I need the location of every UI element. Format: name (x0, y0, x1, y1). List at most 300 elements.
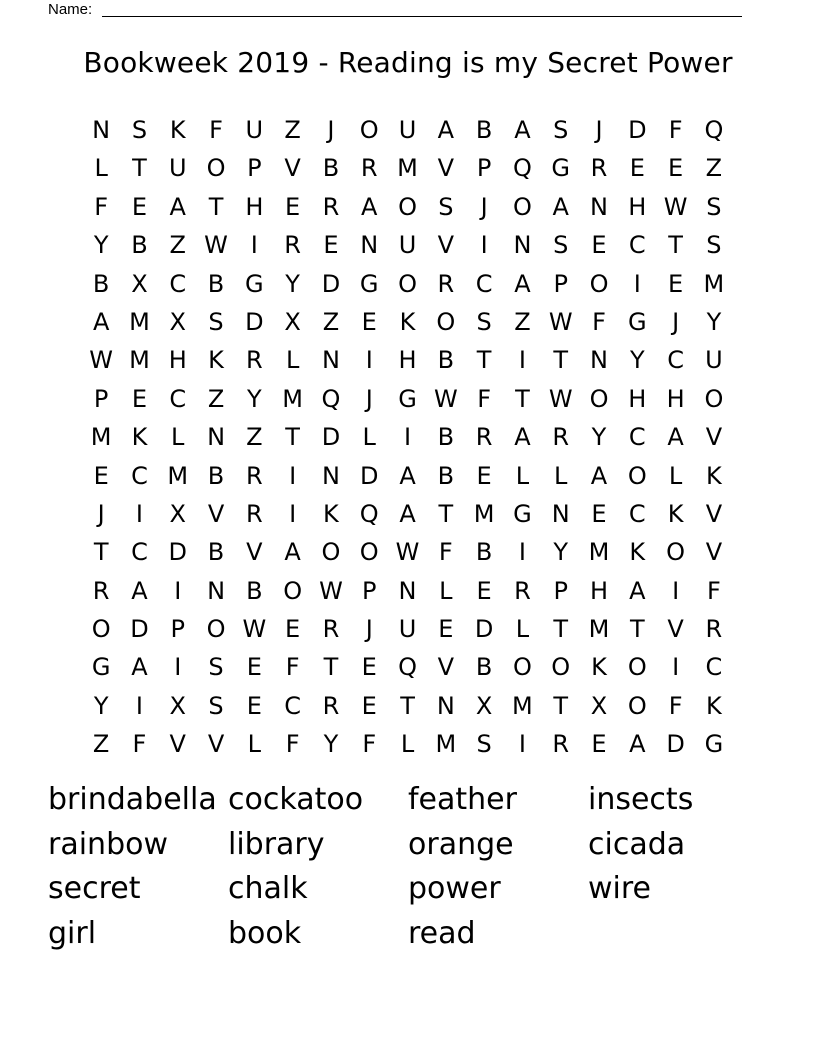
grid-letter: I (365, 346, 373, 375)
grid-letter: W (204, 231, 228, 260)
grid-letter: L (668, 461, 683, 490)
grid-letter: C (131, 538, 148, 567)
grid-letter: M (588, 615, 610, 644)
word-list-item: orange (408, 826, 514, 862)
word-list-item: insects (588, 782, 694, 817)
grid-letter: F (668, 691, 683, 720)
grid-letter: F (209, 116, 223, 144)
word-list-item: book (228, 916, 302, 952)
grid-letter: C (131, 461, 148, 490)
grid-letter: Q (512, 154, 532, 183)
grid-letter: S (208, 307, 224, 336)
grid-letter: E (591, 499, 607, 528)
grid-letter: O (321, 538, 341, 567)
grid-letter: K (399, 307, 416, 336)
name-label: Name: (48, 1, 93, 18)
grid-letter: F (477, 384, 492, 413)
grid-letter: A (131, 653, 148, 682)
grid-letter: B (475, 538, 493, 567)
grid-letter: N (590, 192, 608, 221)
grid-letter: A (514, 116, 531, 144)
grid-letter: I (480, 231, 488, 260)
grid-letter: T (629, 615, 645, 644)
grid-letter: E (476, 461, 492, 490)
grid-letter: U (705, 346, 723, 375)
grid-letter: G (359, 269, 379, 298)
grid-letter: M (129, 346, 150, 375)
grid-letter: E (361, 307, 377, 336)
grid-letter: D (321, 269, 341, 298)
grid-letter: A (169, 192, 186, 221)
grid-letter: O (589, 384, 609, 413)
grid-letter: A (131, 576, 148, 605)
grid-letter: J (480, 192, 488, 221)
grid-letter: A (399, 461, 416, 490)
grid-letter: T (400, 691, 415, 720)
word-list-item: cockatoo (228, 782, 364, 817)
grid-letter: Y (629, 346, 645, 375)
grid-letter: T (476, 346, 492, 375)
grid-letter: J (327, 116, 335, 144)
grid-letter: I (518, 346, 526, 375)
grid-letter: B (322, 154, 340, 183)
grid-letter: X (590, 691, 608, 720)
grid-letter: R (92, 576, 110, 605)
grid-letter: B (131, 231, 148, 260)
word-list-item: read (408, 916, 476, 952)
grid-letter: A (437, 116, 455, 144)
grid-letter: A (629, 730, 646, 759)
word-list-item: rainbow (48, 826, 168, 862)
grid-letter: V (246, 538, 263, 567)
grid-letter: A (361, 192, 378, 221)
grid-letter: V (705, 423, 723, 452)
grid-letter: K (706, 691, 722, 720)
grid-letter: X (169, 307, 186, 336)
grid-letter: Z (246, 423, 263, 452)
grid-letter: K (706, 461, 722, 490)
grid-letter: R (437, 269, 455, 298)
grid-letter: Y (285, 269, 300, 298)
grid-letter: V (284, 154, 301, 183)
grid-letter: E (668, 154, 684, 183)
grid-letter: Q (359, 499, 379, 528)
grid-letter: D (359, 461, 379, 490)
grid-letter: T (668, 231, 683, 260)
grid-letter: G (513, 499, 532, 528)
grid-letter: U (245, 116, 264, 144)
grid-letter: O (398, 192, 417, 221)
grid-letter: I (633, 269, 641, 298)
grid-letter: J (97, 499, 105, 528)
grid-letter: M (473, 499, 495, 528)
grid-letter: I (518, 730, 526, 759)
word-list-item: feather (408, 782, 517, 817)
grid-letter: T (553, 615, 569, 644)
grid-letter: Y (93, 231, 109, 260)
grid-letter: B (437, 346, 455, 375)
grid-letter: Z (514, 307, 531, 336)
word-list-item: secret (48, 871, 141, 907)
grid-letter: N (513, 231, 532, 260)
grid-letter: O (627, 653, 647, 682)
grid-letter: E (323, 231, 339, 260)
grid-letter: P (476, 154, 492, 183)
grid-letter: O (359, 116, 379, 144)
grid-letter: S (208, 691, 224, 720)
grid-letter: Y (706, 307, 722, 336)
grid-letter: H (398, 346, 417, 375)
grid-letter: Z (705, 154, 723, 183)
grid-letter: W (89, 346, 114, 375)
grid-letter: A (399, 499, 416, 528)
name-field (48, 0, 742, 17)
grid-letter: C (169, 269, 187, 298)
grid-letter: U (398, 116, 417, 144)
grid-letter: H (628, 384, 647, 413)
grid-letter: L (362, 423, 376, 452)
grid-letter: B (475, 116, 493, 144)
grid-letter: R (705, 615, 723, 644)
grid-letter: I (672, 653, 680, 682)
grid-letter: M (512, 691, 533, 720)
grid-letter: P (247, 154, 262, 183)
grid-letter: O (551, 653, 571, 682)
grid-letter: B (207, 538, 225, 567)
grid-letter: M (703, 269, 725, 298)
grid-letter: E (93, 461, 109, 490)
grid-letter: W (663, 192, 688, 221)
grid-letter: K (323, 499, 339, 528)
grid-letter: O (589, 269, 609, 298)
grid-letter: Z (92, 730, 110, 759)
grid-letter: R (322, 691, 340, 720)
grid-letter: M (435, 730, 457, 759)
grid-letter: N (321, 461, 340, 490)
grid-letter: C (705, 653, 723, 682)
grid-letter: I (174, 576, 182, 605)
grid-letter: R (552, 423, 570, 452)
grid-letter: T (553, 691, 569, 720)
word-list-item: wire (588, 871, 652, 907)
grid-letter: L (515, 461, 530, 490)
grid-letter: G (704, 730, 724, 759)
grid-letter: K (667, 499, 684, 528)
grid-letter: H (168, 346, 187, 375)
grid-letter: E (131, 192, 148, 221)
grid-letter: J (365, 615, 373, 644)
grid-letter: D (666, 730, 685, 759)
grid-letter: R (360, 154, 378, 183)
grid-letter: T (323, 653, 339, 682)
grid-letter: X (169, 691, 186, 720)
grid-letter: O (359, 538, 379, 567)
grid-letter: O (512, 653, 532, 682)
grid-letter: W (548, 307, 573, 336)
grid-letter: L (247, 730, 262, 759)
grid-letter: I (135, 499, 143, 528)
grid-letter: C (628, 423, 646, 452)
grid-letter: W (395, 538, 420, 567)
grid-letter: E (285, 192, 301, 221)
grid-letter: O (627, 461, 647, 490)
grid-letter: K (629, 538, 646, 567)
grid-letter: L (171, 423, 185, 452)
grid-letter: C (628, 499, 646, 528)
grid-letter: Q (398, 653, 417, 682)
grid-letter: D (130, 615, 149, 644)
grid-letter: I (174, 653, 182, 682)
grid-letter: R (322, 615, 340, 644)
name-underline (102, 16, 742, 17)
word-list-item: girl (48, 916, 97, 952)
grid-letter: B (475, 653, 493, 682)
grid-letter: T (208, 192, 224, 221)
grid-letter: Q (321, 384, 341, 413)
word-list-item: cicada (588, 826, 686, 862)
grid-letter: G (91, 653, 111, 682)
grid-letter: J (672, 307, 680, 336)
grid-letter: Z (169, 231, 186, 260)
grid-letter: V (667, 615, 684, 644)
grid-letter: O (627, 691, 647, 720)
grid-letter: W (242, 615, 267, 644)
grid-letter: O (704, 384, 724, 413)
grid-letter: E (361, 653, 377, 682)
grid-letter: V (437, 154, 455, 183)
grid-letter: L (439, 576, 453, 605)
grid-letter: R (552, 730, 570, 759)
grid-letter: F (706, 576, 721, 605)
grid-letter: X (169, 499, 186, 528)
grid-letter: E (246, 691, 262, 720)
letter-grid (82, 115, 733, 768)
grid-letter: S (208, 653, 224, 682)
grid-letter: A (92, 307, 110, 336)
grid-letter: P (553, 576, 568, 605)
grid-letter: Z (207, 384, 225, 413)
grid-letter: L (94, 154, 108, 183)
grid-letter: R (284, 231, 301, 260)
grid-letter: F (94, 192, 109, 221)
grid-letter: B (207, 269, 225, 298)
grid-letter: D (321, 423, 341, 452)
grid-letter: D (245, 307, 264, 336)
grid-letter: T (132, 154, 147, 183)
grid-letter: V (169, 730, 186, 759)
grid-letter: V (437, 653, 455, 682)
grid-letter: N (321, 346, 340, 375)
grid-letter: Y (93, 691, 109, 720)
grid-letter: E (361, 691, 377, 720)
grid-letter: G (398, 384, 417, 413)
grid-letter: S (476, 307, 492, 336)
grid-letter: L (554, 461, 568, 490)
grid-letter: E (668, 269, 684, 298)
grid-letter: F (668, 116, 683, 144)
grid-letter: Y (247, 384, 262, 413)
grid-letter: U (168, 154, 187, 183)
grid-letter: S (553, 116, 569, 144)
grid-letter: D (474, 615, 494, 644)
grid-letter: E (629, 154, 645, 183)
grid-letter: E (476, 576, 492, 605)
grid-letter: U (398, 231, 417, 260)
grid-letter: R (245, 499, 263, 528)
grid-letter: T (285, 423, 300, 452)
grid-letter: S (706, 231, 722, 260)
grid-letter: V (437, 231, 455, 260)
grid-letter: P (361, 576, 377, 605)
grid-letter: H (628, 192, 647, 221)
grid-letter: A (629, 576, 646, 605)
grid-letter: T (515, 384, 530, 413)
word-list (48, 780, 768, 959)
grid-letter: E (246, 653, 262, 682)
grid-letter: Y (323, 730, 339, 759)
grid-letter: P (170, 615, 185, 644)
grid-letter: R (322, 192, 340, 221)
grid-letter: E (591, 730, 607, 759)
grid-letter: Y (553, 538, 569, 567)
grid-letter: Q (704, 116, 724, 144)
grid-letter: A (514, 423, 531, 452)
grid-letter: F (438, 538, 453, 567)
grid-letter: R (245, 461, 263, 490)
grid-letter: O (512, 192, 532, 221)
grid-letter: D (168, 538, 187, 567)
grid-letter: Z (322, 307, 340, 336)
grid-letter: I (289, 461, 297, 490)
grid-letter: R (475, 423, 493, 452)
grid-letter: T (93, 538, 109, 567)
grid-letter: E (285, 615, 301, 644)
grid-letter: M (167, 461, 189, 490)
grid-letter: K (131, 423, 148, 452)
page-title: Bookweek 2019 - Reading is my Secret Power (83, 46, 733, 79)
grid-letter: X (131, 269, 148, 298)
grid-letter: B (437, 461, 455, 490)
grid-letter: M (90, 423, 112, 452)
grid-letter: M (588, 538, 610, 567)
grid-letter: R (245, 346, 263, 375)
grid-letter: V (705, 499, 723, 528)
grid-letter: E (131, 384, 148, 413)
grid-letter: I (289, 499, 297, 528)
grid-letter: V (705, 538, 723, 567)
grid-letter: X (475, 691, 493, 720)
grid-letter: B (207, 461, 225, 490)
grid-letter: R (590, 154, 608, 183)
grid-letter: N (207, 576, 226, 605)
grid-letter: W (433, 384, 458, 413)
grid-letter: I (135, 691, 143, 720)
grid-letter: W (319, 576, 343, 605)
grid-letter: M (397, 154, 418, 183)
grid-letter: S (706, 192, 722, 221)
grid-letter: A (590, 461, 608, 490)
grid-letter: A (552, 192, 569, 221)
grid-letter: I (403, 423, 412, 452)
grid-letter: F (285, 653, 300, 682)
grid-letter: C (628, 231, 646, 260)
word-list-item: chalk (228, 871, 308, 907)
grid-letter: J (595, 116, 603, 144)
grid-letter: P (93, 384, 109, 413)
grid-letter: A (284, 538, 301, 567)
grid-letter: Y (591, 423, 607, 452)
grid-letter: K (591, 653, 607, 682)
grid-letter: L (515, 615, 530, 644)
grid-letter: N (207, 423, 226, 452)
grid-letter: C (284, 691, 302, 720)
grid-letter: E (438, 615, 454, 644)
grid-letter: M (129, 307, 150, 336)
grid-letter: L (400, 730, 415, 759)
grid-letter: X (284, 307, 301, 336)
grid-letter: G (245, 269, 264, 298)
grid-letter: I (250, 231, 258, 260)
word-list-item: brindabella (48, 782, 217, 817)
grid-letter: H (666, 384, 685, 413)
grid-letter: T (553, 346, 569, 375)
grid-letter: F (132, 730, 147, 759)
grid-letter: N (92, 116, 111, 144)
grid-letter: H (589, 576, 609, 605)
grid-letter: O (398, 269, 417, 298)
grid-letter: N (590, 346, 608, 375)
grid-letter: E (591, 231, 607, 260)
grid-letter: I (672, 576, 680, 605)
grid-letter: V (207, 730, 225, 759)
grid-letter: P (553, 269, 568, 298)
grid-letter: G (628, 307, 647, 336)
grid-letter: M (282, 384, 303, 413)
grid-letter: S (438, 192, 454, 221)
grid-letter: N (551, 499, 570, 528)
grid-letter: H (245, 192, 264, 221)
grid-letter: C (475, 269, 493, 298)
grid-letter: F (592, 307, 606, 336)
grid-letter: S (553, 231, 569, 260)
grid-letter: O (283, 576, 303, 605)
grid-letter: T (438, 499, 454, 528)
grid-letter: S (476, 730, 492, 759)
grid-letter: N (360, 231, 379, 260)
grid-letter: Z (284, 116, 301, 144)
grid-letter: K (208, 346, 224, 375)
grid-letter: J (365, 384, 373, 413)
grid-letter: N (436, 691, 455, 720)
grid-letter: B (437, 423, 455, 452)
grid-letter: V (207, 499, 225, 528)
grid-letter: F (285, 730, 300, 759)
grid-letter: A (667, 423, 684, 452)
grid-letter: R (514, 576, 531, 605)
grid-letter: O (206, 154, 226, 183)
grid-letter: O (206, 615, 226, 644)
grid-letter: N (398, 576, 417, 605)
grid-letter: G (551, 154, 571, 183)
grid-letter: I (518, 538, 526, 567)
grid-letter: O (666, 538, 686, 567)
grid-letter: A (514, 269, 531, 298)
grid-letter: C (169, 384, 187, 413)
grid-letter: W (548, 384, 573, 413)
word-list-item: library (228, 826, 325, 862)
grid-letter: U (398, 615, 417, 644)
grid-letter: B (92, 269, 110, 298)
